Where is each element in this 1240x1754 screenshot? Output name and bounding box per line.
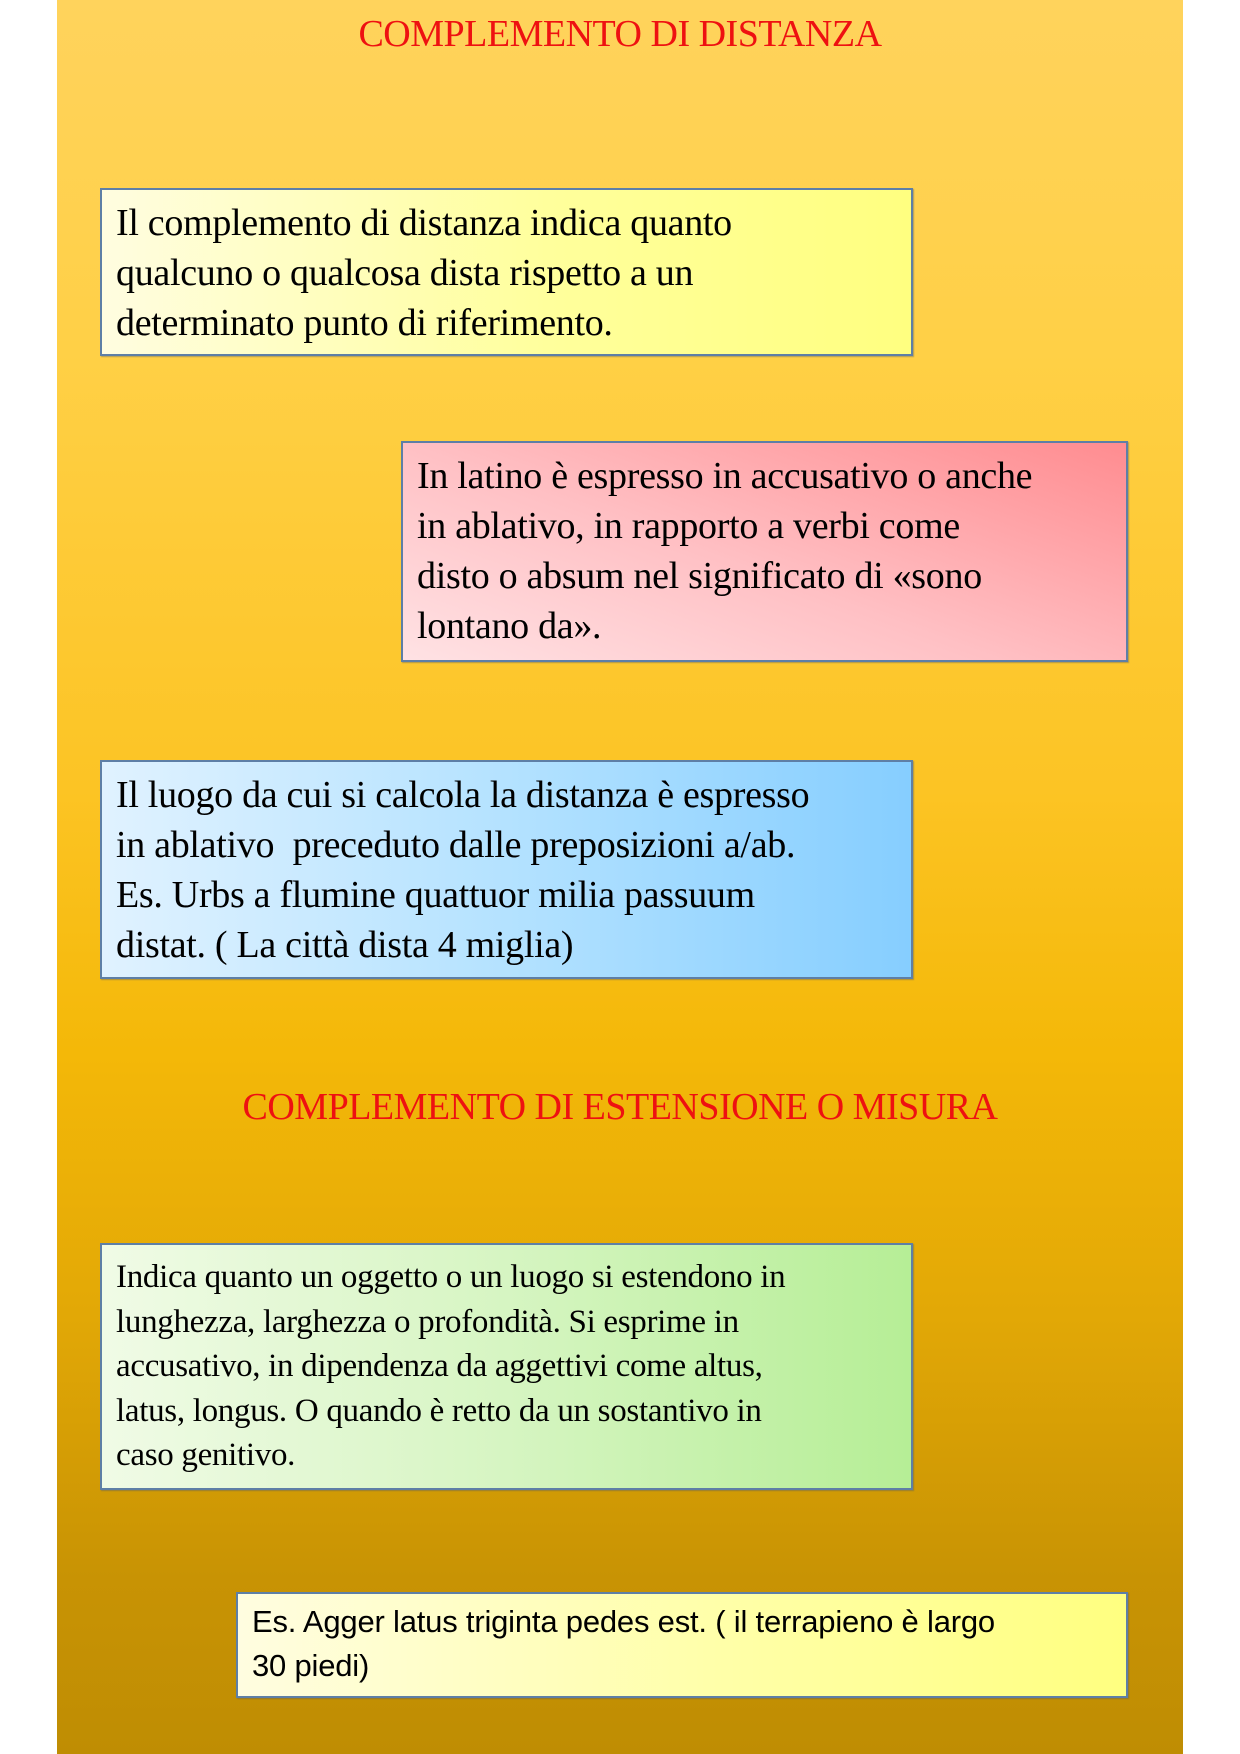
text-line: determinato punto di riferimento. bbox=[116, 302, 613, 344]
example-box-distanza bbox=[100, 760, 913, 979]
example-box-estensione bbox=[236, 1592, 1128, 1698]
text-line: disto o absum nel significato di «sono bbox=[417, 555, 982, 597]
text-line: qualcuno o qualcosa dista rispetto a un bbox=[116, 252, 694, 294]
text-line: Es. Agger latus triginta pedes est. ( il terrapieno è largo bbox=[252, 1604, 995, 1639]
text-line: lunghezza, larghezza o profondità. Si esprime in bbox=[116, 1303, 739, 1340]
text-line: accusativo, in dipendenza da aggettivi come altus, bbox=[116, 1348, 763, 1384]
text-line: In latino è espresso in accusativo o anche bbox=[417, 455, 1033, 497]
text-line: caso genitivo. bbox=[116, 1437, 296, 1473]
page bbox=[57, 0, 1183, 1754]
text-line: distat. ( La città dista 4 miglia) bbox=[116, 924, 574, 966]
text-line: in ablativo preceduto dalle preposizioni a/ab. bbox=[116, 824, 796, 866]
definition-box-distanza bbox=[100, 188, 913, 356]
definition-box-estensione bbox=[100, 1243, 913, 1490]
text-line: Indica quanto un oggetto o un luogo si estendono in bbox=[116, 1259, 786, 1295]
text-line: lontano da». bbox=[417, 605, 602, 647]
text-line: latus, longus. O quando è retto da un sostantivo in bbox=[116, 1392, 762, 1429]
section-title-estensione: COMPLEMENTO DI ESTENSIONE O MISURA bbox=[242, 1086, 998, 1128]
text-line: Il complemento di distanza indica quanto bbox=[116, 202, 732, 244]
section-title-distanza: COMPLEMENTO DI DISTANZA bbox=[358, 13, 882, 55]
latin-expression-box bbox=[401, 441, 1128, 662]
text-line: 30 piedi) bbox=[252, 1648, 370, 1683]
text-line: in ablativo, in rapporto a verbi come bbox=[417, 505, 960, 547]
text-line: Es. Urbs a flumine quattuor milia passuum bbox=[116, 874, 755, 916]
text-line: Il luogo da cui si calcola la distanza è espresso bbox=[116, 774, 810, 816]
